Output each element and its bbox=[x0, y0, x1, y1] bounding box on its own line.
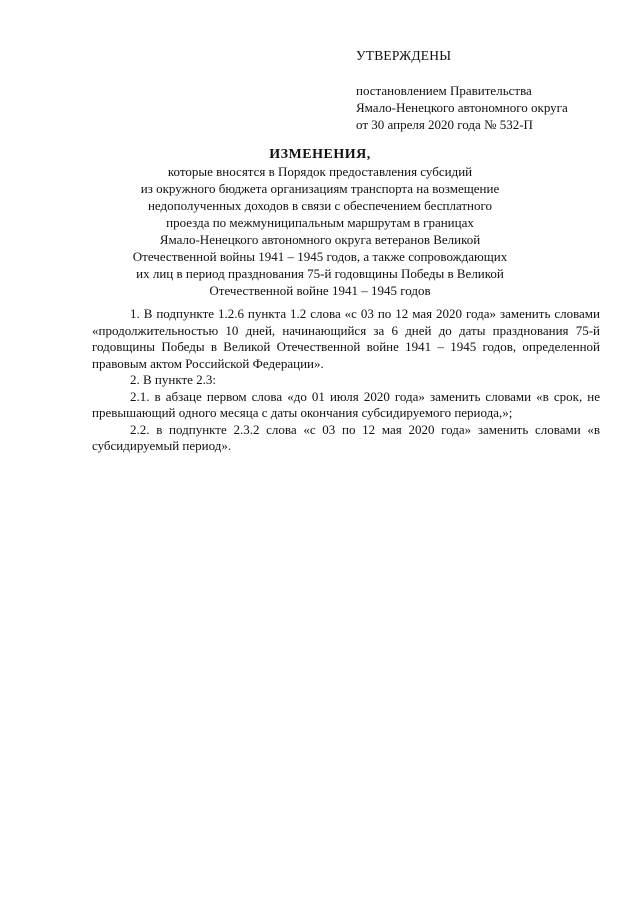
heading-line: Ямало-Ненецкого автономного округа ветеранов Великой bbox=[159, 232, 481, 247]
approval-line: Ямало-Ненецкого автономного округа bbox=[356, 100, 568, 115]
heading-line: недополученных доходов в связи с обеспечением бесплатного bbox=[147, 198, 493, 213]
heading-line: их лиц в период празднования 75-й годовщины Победы в Великой bbox=[136, 266, 504, 281]
approval-title: УТВЕРЖДЕНЫ bbox=[356, 48, 452, 63]
heading-line: Отечественной войны 1941 – 1945 годов, а также сопровождающих bbox=[132, 249, 508, 264]
paragraph-2-2: 2.2. в подпункте 2.3.2 слова «с 03 по 12 мая 2020 года» заменить словами «в субсидируемый период». bbox=[92, 421, 600, 453]
heading-line: из окружного бюджета организациям транспорта на возмещение bbox=[140, 181, 500, 196]
heading-line: которые вносятся в Порядок предоставления субсидий bbox=[167, 164, 473, 179]
approval-line: от 30 апреля 2020 года № 532-П bbox=[356, 117, 533, 132]
document-heading bbox=[60, 146, 580, 299]
document-title: ИЗМЕНЕНИЯ, bbox=[269, 147, 371, 162]
paragraph-1: 1. В подпункте 1.2.6 пункта 1.2 слова «с 03 по 12 мая 2020 года» заменить словами «продолжительностью 10 дней, начинающийся за 6 дней до даты празднования 75-й годовщины Победы в Великой Отечественной войне 1941 – 1945 годов, определенной правовым актом Российской Федерации». bbox=[92, 306, 600, 371]
approval-stamp bbox=[356, 47, 626, 133]
heading-line: проезда по межмуниципальным маршрутам в границах bbox=[166, 215, 474, 230]
approval-line: постановлением Правительства bbox=[356, 83, 532, 98]
paragraph-2-1: 2.1. в абзаце первом слова «до 01 июля 2020 года» заменить словами «в срок, не превышающий одного месяца с даты окончания субсидируемого периода,»; bbox=[92, 388, 600, 420]
heading-line: Отечественной войне 1941 – 1945 годов bbox=[209, 283, 431, 298]
document-body bbox=[92, 306, 600, 455]
paragraph-2: 2. В пункте 2.3: bbox=[130, 372, 217, 387]
